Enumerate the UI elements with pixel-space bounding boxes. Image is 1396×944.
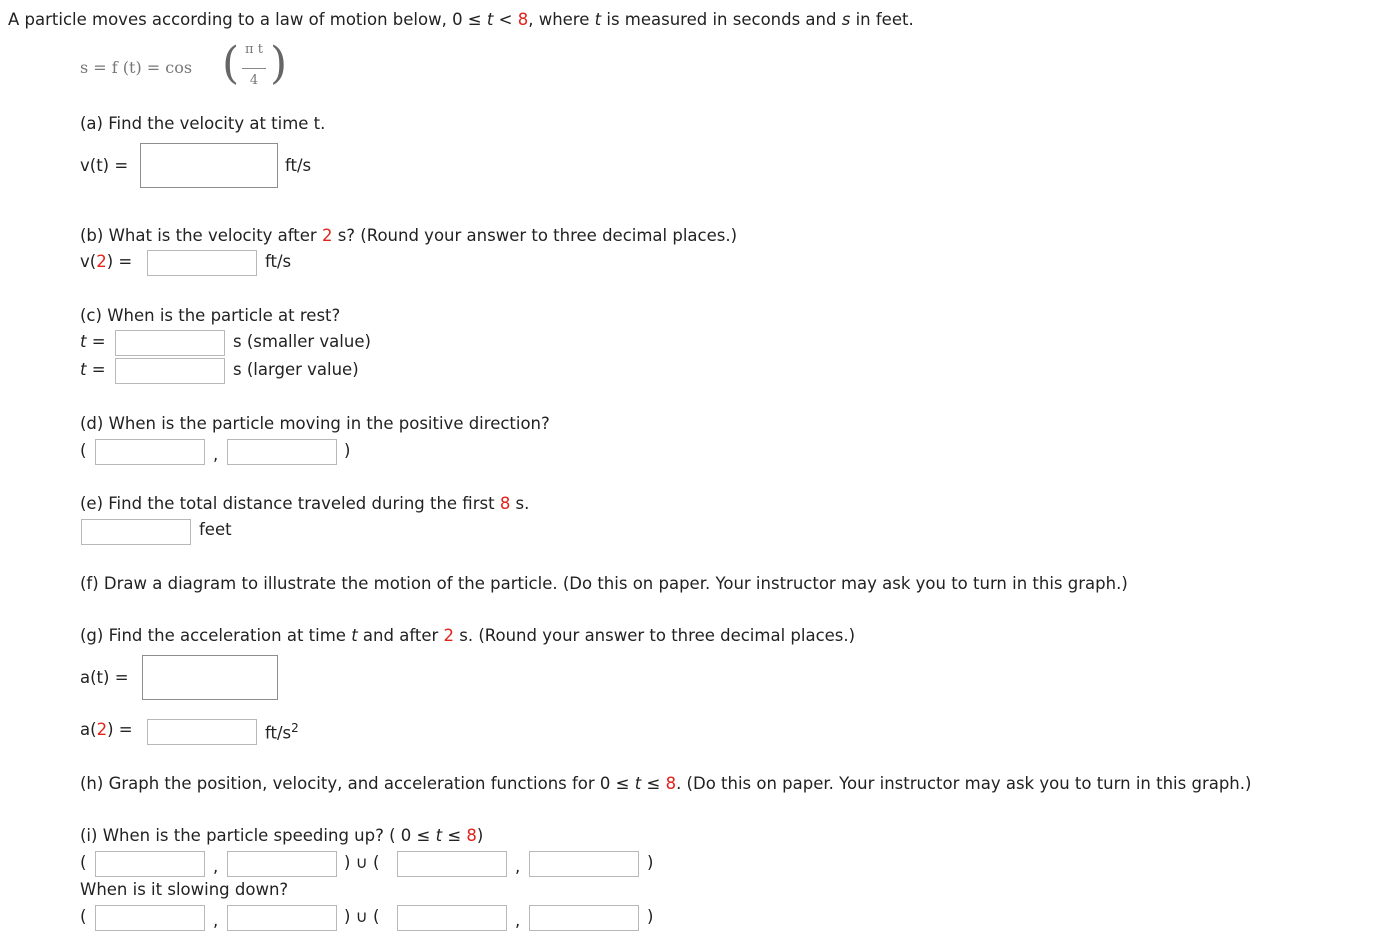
rest-time-smaller-unit: s (smaller value) <box>233 332 371 351</box>
part-d-question: (d) When is the particle moving in the positive direction? <box>80 414 550 433</box>
speeding-up-interval-2-start-input[interactable] <box>397 851 507 877</box>
acceleration-at-2-label: a(2) = <box>80 720 133 739</box>
rest-time-larger-input[interactable] <box>115 358 225 384</box>
formula-left-paren: ( <box>222 38 240 89</box>
part-g-question: (g) Find the acceleration at time t and after 2 s. (Round your answer to three decimal places.) <box>80 626 856 645</box>
speeding-up-interval-1-start-input[interactable] <box>95 851 205 877</box>
part-f-question: (f) Draw a diagram to illustrate the motion of the particle. (Do this on paper. Your instructor may ask you to turn in this graph.) <box>80 574 1128 593</box>
part-e-question: (e) Find the total distance traveled during the first 8 s. <box>80 494 530 513</box>
speeding-open-paren-1: ( <box>80 853 87 872</box>
interval-comma: , <box>213 445 219 464</box>
problem-statement: A particle moves according to a law of motion below, 0 ≤ t < 8, where t is measured in seconds and s in feet. <box>8 10 914 29</box>
slowing-union: ) ∪ ( <box>344 907 380 926</box>
formula-fraction-bar <box>242 68 266 69</box>
velocity-label: v(t) = <box>80 156 129 175</box>
velocity-unit: ft/s <box>285 156 312 175</box>
slowing-comma-2: , <box>515 911 521 930</box>
velocity-at-2-input[interactable] <box>147 250 257 276</box>
slowing-down-interval-2-start-input[interactable] <box>397 905 507 931</box>
part-i-question: (i) When is the particle speeding up? ( 0 ≤ t ≤ 8) <box>80 826 484 845</box>
interval-open-paren: ( <box>80 441 87 460</box>
part-b-question: (b) What is the velocity after 2 s? (Round your answer to three decimal places.) <box>80 226 738 245</box>
speeding-comma-1: , <box>213 857 219 876</box>
acceleration-at-2-input[interactable] <box>147 719 257 745</box>
acceleration-label: a(t) = <box>80 668 129 687</box>
rest-time-smaller-input[interactable] <box>115 330 225 356</box>
total-distance-unit: feet <box>199 520 232 539</box>
velocity-function-input[interactable] <box>140 143 278 188</box>
speeding-up-interval-2-end-input[interactable] <box>529 851 639 877</box>
slowing-open-paren-1: ( <box>80 907 87 926</box>
formula-lhs: s = f (t) = cos <box>80 58 193 77</box>
formula-numerator: π t <box>245 42 263 57</box>
interval-close-paren: ) <box>344 441 351 460</box>
acceleration-unit: $ft/s^2$ <box>265 721 299 743</box>
rest-time-2-label: t = <box>80 360 106 379</box>
speeding-comma-2: , <box>515 857 521 876</box>
slowing-down-question: When is it slowing down? <box>80 880 289 899</box>
positive-direction-end-input[interactable] <box>227 439 337 465</box>
speeding-union: ) ∪ ( <box>344 853 380 872</box>
rest-time-larger-unit: s (larger value) <box>233 360 359 379</box>
part-c-question: (c) When is the particle at rest? <box>80 306 341 325</box>
formula-denominator: 4 <box>249 73 259 88</box>
part-h-question: (h) Graph the position, velocity, and acceleration functions for 0 ≤ t ≤ 8. (Do this on paper. Your instructor may ask you to turn in this graph.) <box>80 774 1252 793</box>
part-a-question: (a) Find the velocity at time t. <box>80 114 326 133</box>
slowing-down-interval-1-start-input[interactable] <box>95 905 205 931</box>
rest-time-1-label: t = <box>80 332 106 351</box>
upper-bound: 8 <box>517 10 529 29</box>
velocity-at-2-unit: ft/s <box>265 252 292 271</box>
speeding-close-paren-2: ) <box>647 853 654 872</box>
slowing-down-interval-1-end-input[interactable] <box>227 905 337 931</box>
positive-direction-start-input[interactable] <box>95 439 205 465</box>
slowing-down-interval-2-end-input[interactable] <box>529 905 639 931</box>
slowing-close-paren-2: ) <box>647 907 654 926</box>
velocity-at-2-label: v(2) = <box>80 252 133 271</box>
formula-right-paren: ) <box>270 38 288 89</box>
acceleration-function-input[interactable] <box>142 655 278 700</box>
total-distance-input[interactable] <box>81 519 191 545</box>
speeding-up-interval-1-end-input[interactable] <box>227 851 337 877</box>
slowing-comma-1: , <box>213 911 219 930</box>
